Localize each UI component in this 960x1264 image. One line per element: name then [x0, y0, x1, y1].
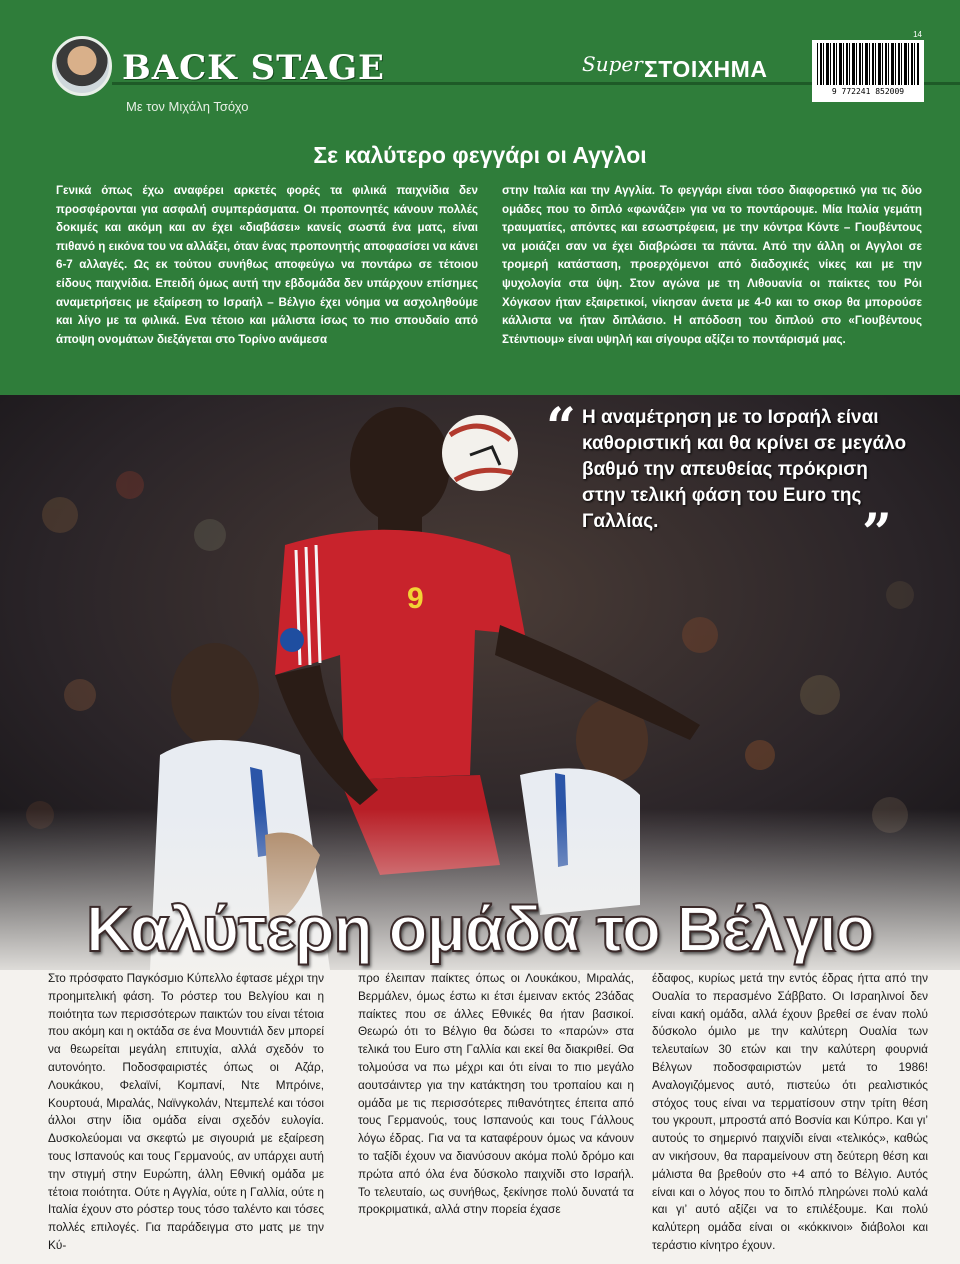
column-title: BACK STAGE [122, 48, 385, 88]
intro-column-2: στην Ιταλία και την Αγγλία. Το φεγγάρι είναι τόσο διαφορετικό για τις δύο ομάδες που το διπλό «φωνάζει» για να το ποντάρουμε. Μία Ιταλία γεμάτη τραυματίες, απόντες και εσωστρέφεια, με την κόντρα Κόντε – Γιουβέντους να μοιάζει σαν να έχει διαβρώσει τα πάντα. Από την άλλη οι Αγγλοι σε τρομερή κατάσταση, προερχόμενοι από διαδοχικές νίκες και με την ψυχολογία στα ύψη. Στον αγώνα με τη Λιθουανία οι παίκτες του Ρόι Χόγκσον ήταν εξαιρετικοί, νίκησαν άνετα με 4-0 και το σκορ θα μπορούσε κάλλιστα να ήταν διπλάσιο. Η απόδοση του διπλού στο «Γιουβέντους Στέιντιουμ» είναι υψηλή και σίγουρα αξίζει το ποντάρισμά μας. [502, 184, 922, 346]
author-avatar [52, 36, 112, 96]
body-column-1: Στο πρόσφατο Παγκόσμιο Κύπελλο έφτασε μέχρι την προημιτελική φάση. Το ρόστερ του Βελγίου και η ποιότητα των περισσότερων παικτών του είναι τέτοια που ακόμη και η οκτάδα σε ένα Μουντιάλ δεν μπορεί να θεωρείται μεγάλη επιτυχία, αλλά σχεδόν το αυτονόητο. Ποδοσφαιριστές όπως οι Αζάρ, Λουκάκου, Φελαϊνί, Κομπανί, Ντε Μπρόινε, Κουρτουά, Μιραλάς, Ναϊνγκολάν, Ντεμπελέ και τόσοι άλλοι στην ίδια ομάδα είναι σχεδόν ευλογία. Δυσκολεύομαι να σκεφτώ με σιγουριά με εξαίρεση τους Ισπανούς και τους Γερμανούς, αν υπάρχει αυτή την στιγμή στην Ευρώπη, άλλη Εθνική ομάδα με τέτοια ποιότητα. Ούτε η Αγγλία, ούτε η Γαλλία, ούτε η Ιταλία έχουν στο ρόστερ τους τόσο ταλέντο και τόσες πολλές επιλογές. Για παράδειγμα στο ματς με την Κύ- [48, 971, 324, 1252]
intro-column-1: Γενικά όπως έχω αναφέρει αρκετές φορές τα φιλικά παιχνίδια δεν προσφέρονται για ασφαλή συμπεράσματα. Οι προπονητές κάνουν πολλές δοκιμές και ακόμη και αν έχει «διαβάσει» κανείς σωστά ένα ματς, είναι πιθανό η εικόνα του να αλλάξει, όταν ένας προπονητής αποφασίσει να κάνει 6-7 αλλαγές. Ως εκ τούτου συνήθως αποφεύγω να ποντάρω σε τέτοιου είδους παιχνίδια. Επειδή όμως αυτή την εβδομάδα δεν υπάρχουν επίσημες αναμετρήσεις με εξαίρεση το Ισραήλ – Βέλγιο έχει νόημα να ασχοληθούμε και λίγο με τα φιλικά. Ενα τέτοιο και μάλιστα ίσως το πιο σπουδαίο από άποψη ονομάτων διεξάγεται στο Τορίνο ανάμεσα [56, 184, 478, 346]
quote-close-mark: ” [862, 503, 892, 564]
body-column-2: προ έλειπαν παίκτες όπως οι Λουκάκου, Μιραλάς, Βερμάλεν, όμως έστω κι έτσι έμειναν εκτός 23άδας παίκτες που σε άλλες Εθνικές θα ήταν βασικοί. Θεωρώ ότι το Βέλγιο θα δώσει το «παρών» στα τελικά του Euro στη Γαλλία και εκεί θα διακριθεί. Θα τολμούσα να πω μέχρι και ότι είναι το πιο μεγάλο αουτσάιντερ για την κατάκτηση του τροπαίου και η ομάδα με τις περισσότερες πιθανότητες έπειτα από τους Γερμανούς, τους Ισπανούς και τους Γάλλους λόγω έδρας. Για να τα καταφέρουν όμως να κάνουν το ταξίδι έχουν να διανύσουν ακόμα πολύ δρόμο και πρώτα από όλα ένα δύσκολο παιχνίδι στο Ισραήλ. Το τελευταίο, ως συνήθως, ξεκίνησε πολύ δυνατά τα προκριματικά, αλλά στην πορεία έχασε [358, 971, 634, 1217]
jersey-number: 9 [407, 582, 424, 615]
barcode-bars [817, 43, 919, 85]
quote-open-mark: “ [546, 397, 576, 458]
barcode [812, 30, 924, 102]
pull-quote-text: Η αναμέτρηση με το Ισραήλ είναι καθοριστική και θα κρίνει σε μεγάλο βαθμό την απευθείας πρόκριση στην τελική φάση του Euro της Γαλλίας. [582, 407, 907, 532]
brand-super-logo: Super [582, 52, 643, 76]
article-headline: Καλύτερη ομάδα το Βέλγιο [86, 893, 874, 965]
issue-number: 14 [913, 30, 922, 39]
body-column-3: έδαφος, κυρίως μετά την εντός έδρας ήττα από την Ουαλία το περασμένο Σάββατο. Οι Ισραηλινοί δεν είναι κακή ομάδα, αλλά έχουν βρεθεί σε έναν πολύ δύσκολο όμιλο με την καλύτερη Ουαλία των τελευταίων 30 ετών και την καλύτερη φουρνιά Βέλγων ποδοσφαιριστών μετά το 1986! Αναλογιζόμενος αυτό, πιστεύω ότι ρεαλιστικός στόχος τους είναι να τερματίσουν στην τρίτη θέση του γκρουπ, μπροστά από Βοσνία και Κύπρο. Και γι’ αυτούς το σημερινό παιχνίδι είναι «τελικός», καθώς αν νικήσουν, θα παραμείνουν στη δεύτερη θέση και μάλιστα θα βρεθούν στο +4 από το Βέλγιο. Αυτός είναι και ο λόγος που το διπλό πληρώνει πολύ καλά και γι’ αυτό αξίζει να το επιλέξουμε. Και πολύ καλύτερη ομάδα είναι οι «κόκκινοι» διάβολοι και τεράστιο κίνητρο έχουν. [652, 971, 928, 1252]
intro-box [0, 120, 960, 395]
header-band [0, 0, 960, 120]
brand-main-logo: ΣΤΟΙΧΗΜΑ [644, 56, 768, 82]
intro-title: Σε καλύτερο φεγγάρι οι Αγγλοι [313, 142, 647, 168]
barcode-number: 9 772241 852009 [831, 87, 905, 96]
byline: Με τον Μιχάλη Τσόχο [126, 99, 249, 114]
